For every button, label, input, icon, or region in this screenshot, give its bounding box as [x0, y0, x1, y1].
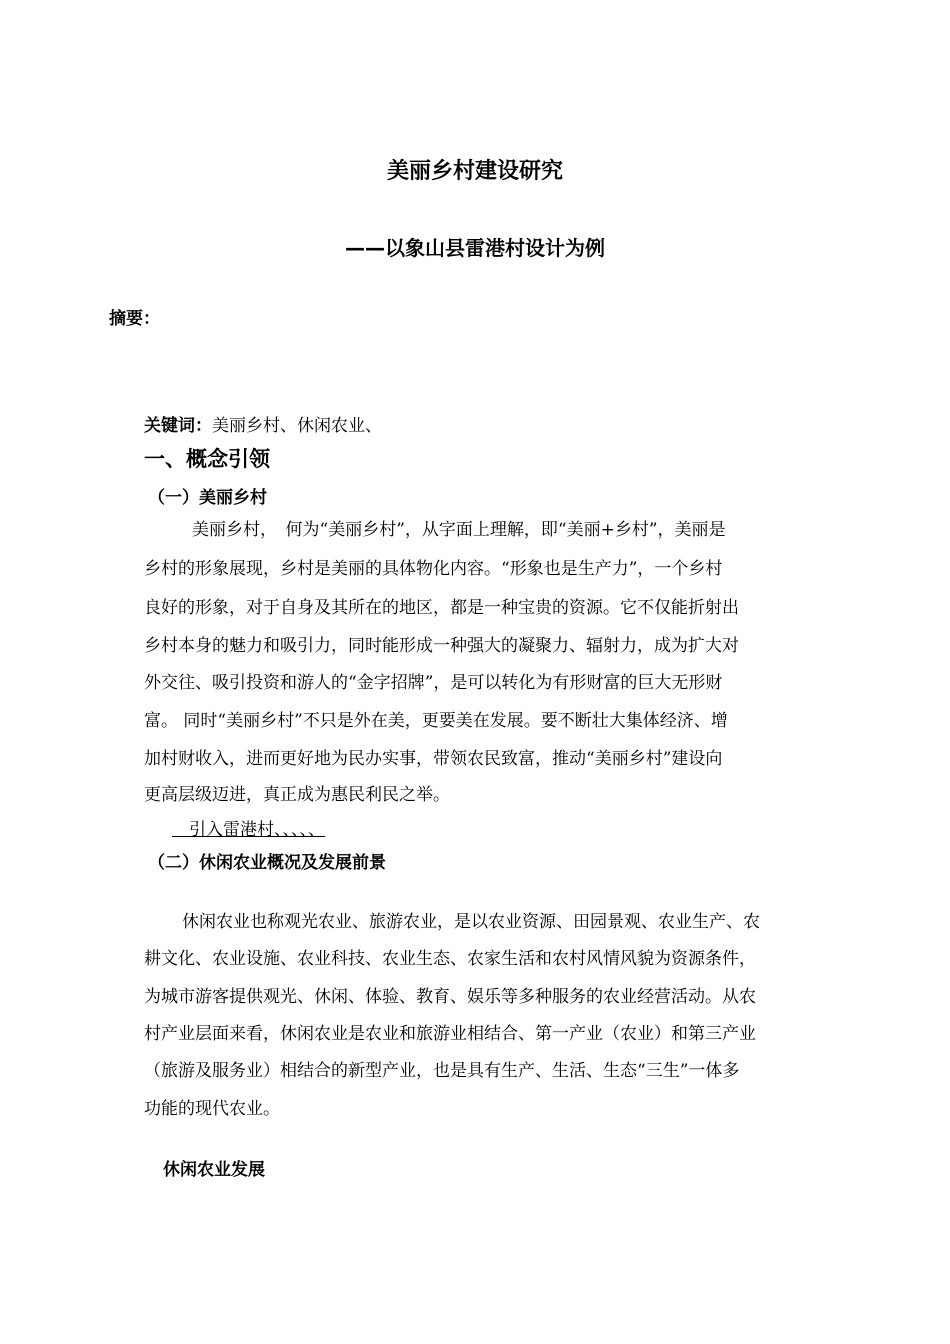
- paragraph-line: 村产业层面来看，休闲农业是农业和旅游业相结合、第一产业（农业）和第三产业: [144, 1024, 756, 1044]
- paragraph-line: 良好的形象，对于自身及其所在的地区，都是一种宝贵的资源。它不仅能折射出: [144, 598, 739, 618]
- paragraph-line: 更高层级迈进，真正成为惠民利民之举。: [144, 785, 450, 805]
- subsection-heading-leisure-development: 休闲农业发展: [163, 1160, 265, 1180]
- abstract-label: 摘要：: [109, 309, 160, 329]
- paragraph-line: 美丽乡村， 何为“美丽乡村”，从字面上理解，即“美丽+乡村”，美丽是: [192, 520, 726, 540]
- keywords-value: 美丽乡村、休闲农业、: [212, 416, 382, 436]
- subsection-heading-leisure-agriculture: （二）休闲农业概况及发展前景: [148, 853, 386, 873]
- paragraph-line: 乡村本身的魅力和吸引力，同时能形成一种强大的凝聚力、辐射力，成为扩大对: [144, 636, 739, 656]
- subsection-heading-beautiful-village: （一）美丽乡村: [148, 488, 267, 508]
- paragraph-line: 外交往、吸引投资和游人的“金字招牌”，是可以转化为有形财富的巨大无形财: [144, 673, 723, 693]
- paragraph-line: 为城市游客提供观光、休闲、体验、教育、娱乐等多种服务的农业经营活动。从农: [144, 987, 756, 1007]
- section-heading-1: 一、概念引领: [144, 447, 270, 471]
- paragraph-line: 富。 同时“美丽乡村”不只是外在美，更要美在发展。要不断壮大集体经济、增: [144, 711, 728, 731]
- paragraph-line: 耕文化、农业设施、农业科技、农业生态、农家生活和农村风情风貌为资源条件，: [144, 949, 756, 969]
- paragraph-line: 加村财收入，进而更好地为民办实事，带领农民致富，推动“美丽乡村”建设向: [144, 749, 723, 769]
- paragraph-line: 休闲农业也称观光农业、旅游农业，是以农业资源、田园景观、农业生产、农: [182, 912, 760, 932]
- document-title: 美丽乡村建设研究: [386, 159, 563, 184]
- keywords-label: 关键词：: [144, 416, 212, 436]
- intro-leigang-village: 引入雷港村、、、、、: [172, 820, 325, 840]
- paragraph-line: 功能的现代农业。: [144, 1099, 280, 1119]
- paragraph-line: 乡村的形象展现，乡村是美丽的具体物化内容。“形象也是生产力”，一个乡村: [144, 559, 723, 579]
- keywords-line: [144, 411, 382, 436]
- document-subtitle: ——以象山县雷港村设计为例: [345, 236, 605, 260]
- paragraph-line: （旅游及服务业）相结合的新型产业，也是具有生产、生活、生态“三生”一体多: [144, 1061, 740, 1081]
